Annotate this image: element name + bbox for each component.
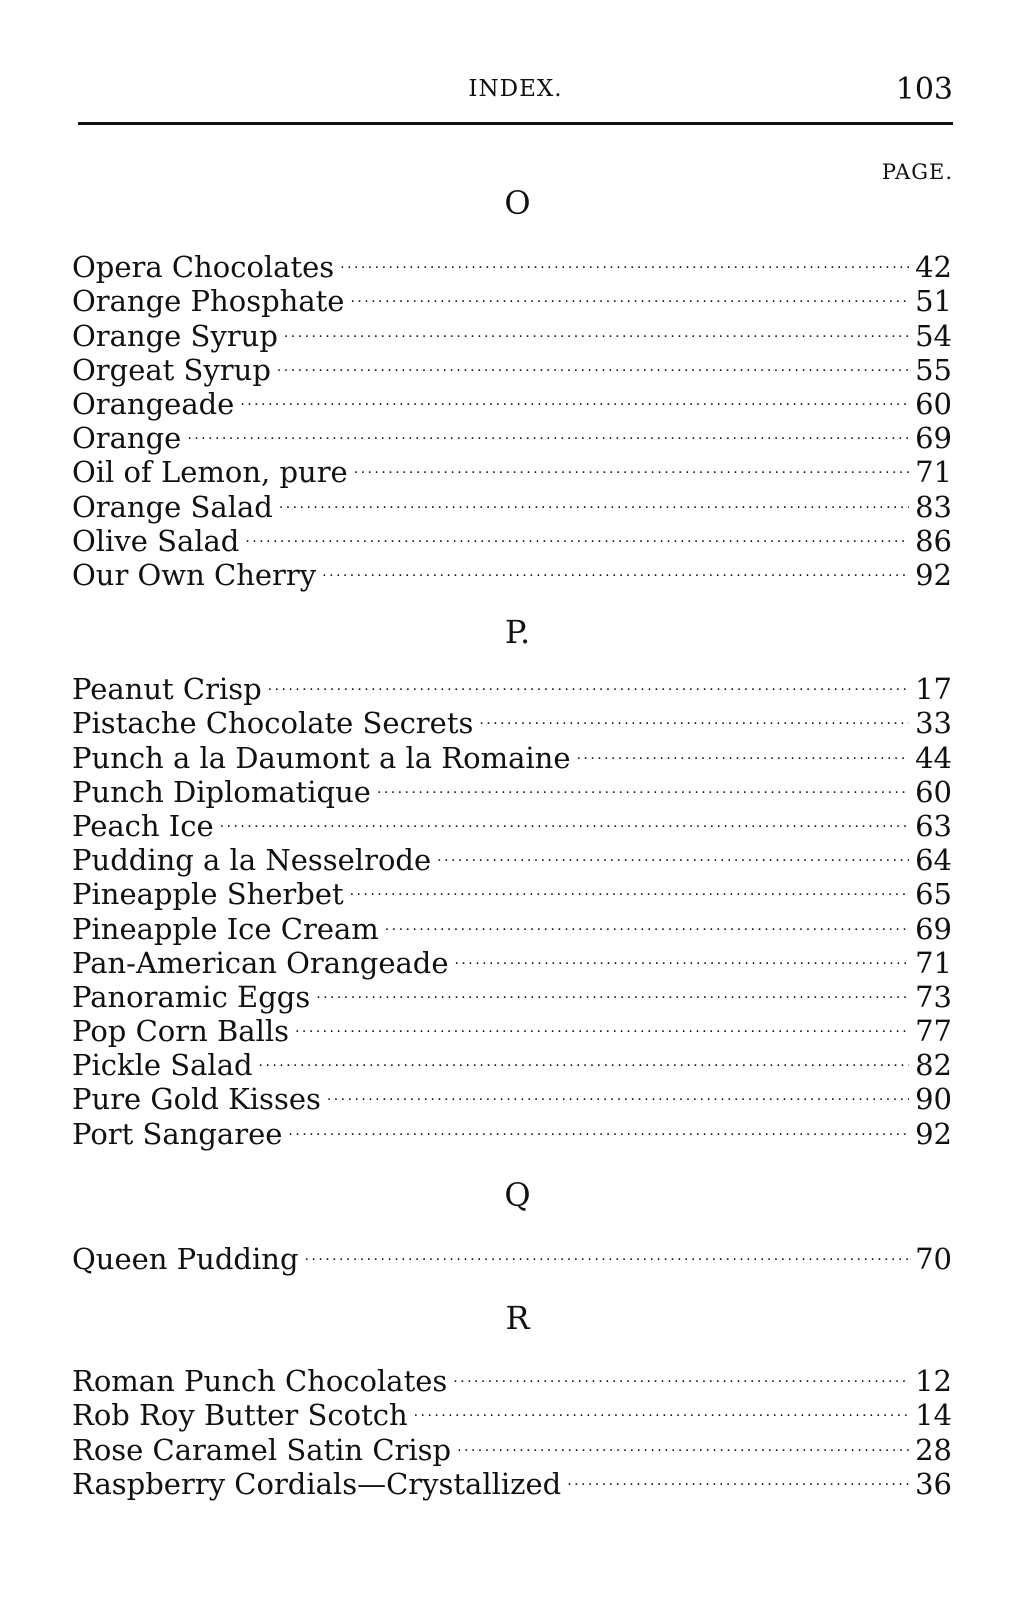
dot-leader (279, 482, 909, 516)
dot-leader (457, 1425, 909, 1459)
dot-leader (340, 243, 909, 277)
index-entry (72, 448, 952, 490)
entry-page: 44 (915, 740, 952, 775)
entry-page: 65 (915, 877, 952, 912)
page-number: 103 (895, 72, 953, 107)
dot-leader (220, 802, 909, 836)
entry-name: Oil of Lemon, pure (72, 455, 348, 490)
entry-name: Orgeat Syrup (72, 352, 271, 387)
entry-page: 60 (915, 386, 952, 421)
entry-page: 17 (915, 672, 952, 707)
dot-leader (316, 973, 909, 1007)
entry-name: Pan-American Orangeade (72, 945, 449, 980)
entry-page: 28 (915, 1432, 952, 1467)
dot-leader (577, 733, 910, 767)
dot-leader (187, 414, 909, 448)
entry-page: 69 (915, 421, 952, 456)
section-letter: Q (504, 1176, 531, 1214)
entry-page: 42 (915, 250, 952, 285)
section-letter: R (505, 1299, 530, 1337)
index-entry (72, 1235, 952, 1277)
entry-name: Pistache Chocolate Secrets (72, 706, 474, 741)
entry-page: 14 (915, 1398, 952, 1433)
entry-page: 51 (915, 284, 952, 319)
dot-leader (350, 277, 909, 311)
dot-leader (305, 1235, 910, 1269)
section-letter: P. (504, 613, 531, 651)
dot-leader (414, 1391, 909, 1425)
entry-name: Pineapple Ice Cream (72, 911, 379, 946)
entry-name: Punch a la Daumont a la Romaine (72, 740, 571, 775)
entry-name: Pop Corn Balls (72, 1014, 290, 1049)
entry-name: Opera Chocolates (72, 250, 335, 285)
dot-leader (377, 768, 909, 802)
entry-page: 63 (915, 808, 952, 843)
entry-page: 36 (915, 1466, 952, 1501)
dot-leader (295, 1007, 909, 1041)
entry-name: Pure Gold Kisses (72, 1082, 321, 1117)
dot-leader (453, 1357, 909, 1391)
entry-name: Orange Phosphate (72, 284, 345, 319)
entry-page: 12 (915, 1364, 952, 1399)
entry-page: 83 (915, 489, 952, 524)
dot-leader (240, 380, 909, 414)
header-rule (78, 122, 953, 125)
entry-name: Roman Punch Chocolates (72, 1364, 448, 1399)
page-title: INDEX. (468, 76, 563, 102)
dot-leader (350, 870, 909, 904)
entry-name: Queen Pudding (72, 1242, 299, 1277)
entry-name: Our Own Cherry (72, 557, 317, 592)
index-entry (72, 1357, 952, 1399)
entry-page: 86 (915, 523, 952, 558)
dot-leader (268, 665, 909, 699)
entry-name: Punch Diplomatique (72, 774, 371, 809)
entry-name: Pineapple Sherbet (72, 877, 344, 912)
dot-leader (259, 1041, 910, 1075)
index-entry (72, 414, 952, 456)
entry-list (72, 1357, 952, 1501)
entry-page: 33 (915, 706, 952, 741)
entry-name: Orange Salad (72, 489, 273, 524)
entry-list (72, 243, 952, 592)
dot-leader (479, 699, 909, 733)
running-head (78, 72, 953, 112)
entry-page: 55 (915, 352, 952, 387)
entry-page: 71 (915, 945, 952, 980)
entry-page: 54 (915, 318, 952, 353)
entry-page: 70 (915, 1242, 952, 1277)
dot-leader (455, 939, 910, 973)
entry-list (72, 665, 952, 1151)
dot-leader (322, 551, 909, 585)
index-entry (72, 665, 952, 707)
dot-leader (327, 1075, 909, 1109)
entry-name: Olive Salad (72, 523, 240, 558)
entry-page: 60 (915, 774, 952, 809)
entry-page: 73 (915, 979, 952, 1014)
entry-name: Pickle Salad (72, 1048, 253, 1083)
entry-name: Rob Roy Butter Scotch (72, 1398, 408, 1433)
entry-name: Peach Ice (72, 808, 214, 843)
entry-page: 92 (915, 557, 952, 592)
entry-name: Rose Caramel Satin Crisp (72, 1432, 452, 1467)
dot-leader (567, 1460, 909, 1494)
dot-leader (385, 904, 909, 938)
entry-page: 77 (915, 1014, 952, 1049)
dot-leader (288, 1109, 909, 1143)
entry-page: 64 (915, 843, 952, 878)
entry-page: 71 (915, 455, 952, 490)
dot-leader (354, 448, 909, 482)
entry-page: 92 (915, 1116, 952, 1151)
entry-name: Orangeade (72, 386, 235, 421)
dot-leader (437, 836, 909, 870)
index-entry (72, 243, 952, 285)
dot-leader (277, 346, 909, 380)
entry-name: Raspberry Cordials—Crystallized (72, 1466, 562, 1501)
entry-name: Pudding a la Nesselrode (72, 843, 432, 878)
entry-list (72, 1235, 952, 1277)
entry-name: Orange (72, 421, 182, 456)
page-column-label: PAGE. (881, 160, 953, 184)
entry-page: 90 (915, 1082, 952, 1117)
dot-leader (245, 517, 909, 551)
dot-leader (284, 311, 909, 345)
section-letter: O (504, 184, 531, 222)
entry-name: Orange Syrup (72, 318, 278, 353)
entry-name: Port Sangaree (72, 1116, 283, 1151)
entry-name: Panoramic Eggs (72, 979, 311, 1014)
entry-name: Peanut Crisp (72, 672, 262, 707)
entry-page: 82 (915, 1048, 952, 1083)
entry-page: 69 (915, 911, 952, 946)
